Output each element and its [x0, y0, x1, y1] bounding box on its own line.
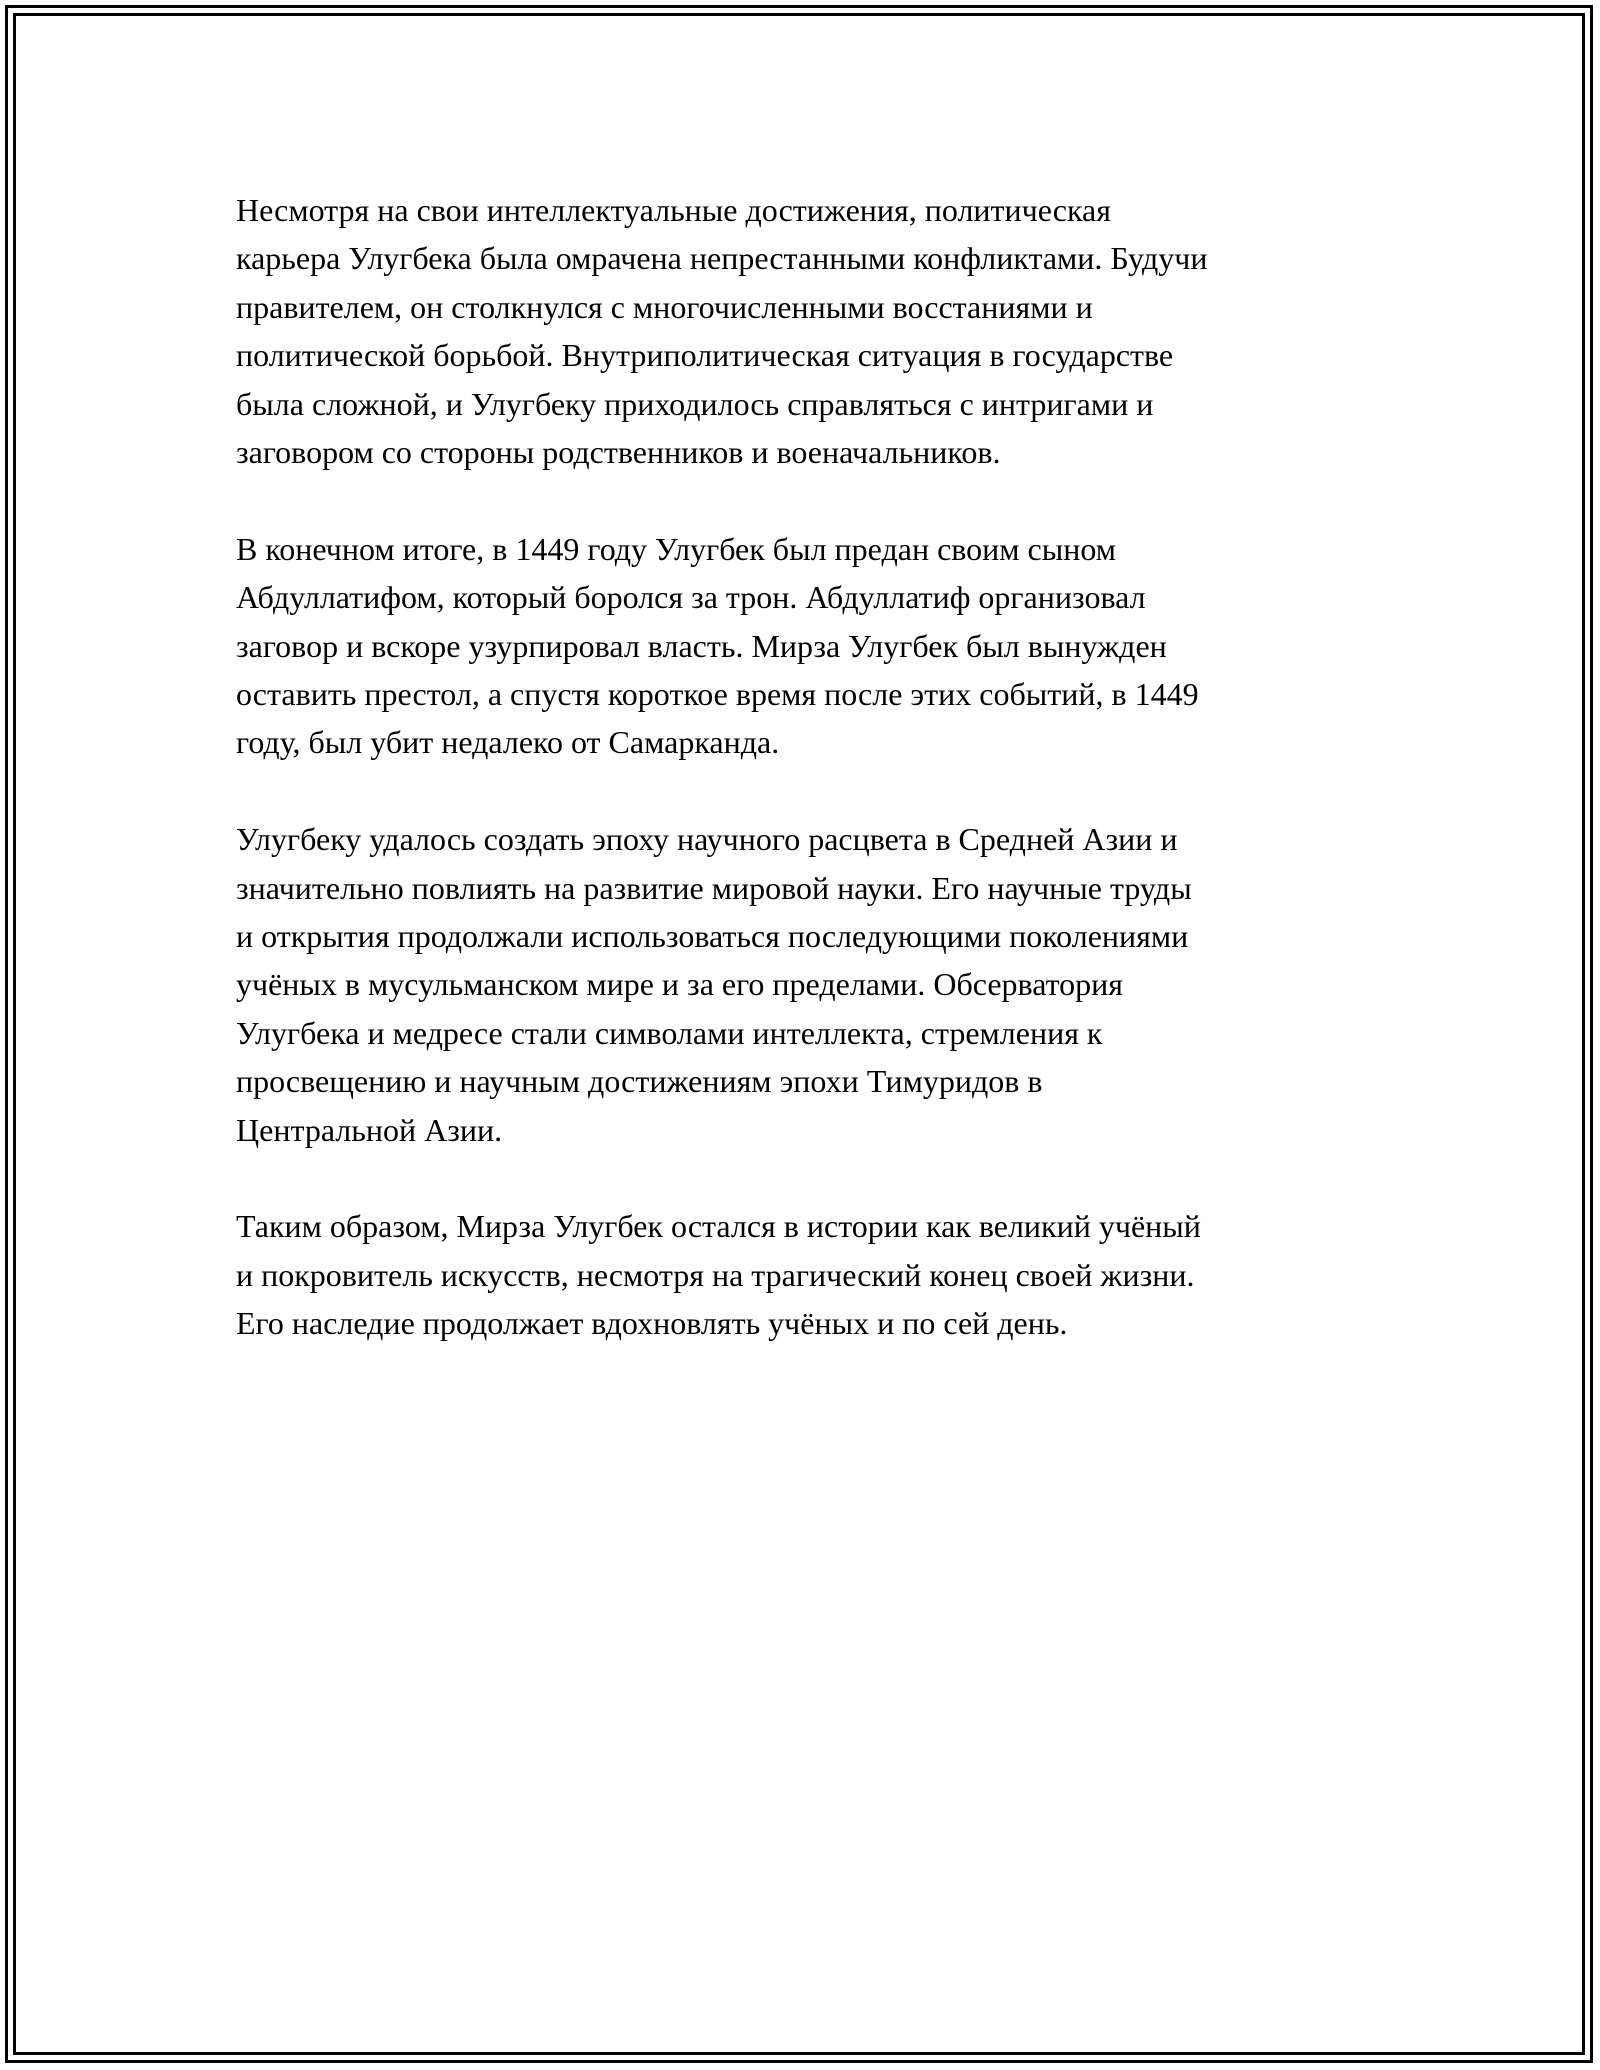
- document-body: [236, 186, 1376, 1348]
- paragraph-3: Улугбеку удалось создать эпоху научного расцвета в Средней Азии и значительно повлиять на развитие мировой науки. Его научные труды и открытия продолжали использоваться последующими поколениями учёных в мусульманском мире и за его пределами. Обсерватория Улугбека и медресе стали символами интеллекта, стремления к просвещению и научным достижениям эпохи Тимуридов в Центральной Азии.: [236, 821, 1192, 1148]
- paragraph-4: Таким образом, Мирза Улугбек остался в истории как великий учёный и покровитель искусств, несмотря на трагический конец своей жизни. Его наследие продолжает вдохновлять учёных и по сей день.: [236, 1208, 1201, 1342]
- paragraph-1: Несмотря на свои интеллектуальные достижения, политическая карьера Улугбека была омрачена непрестанными конфликтами. Будучи правителем, он столкнулся с многочисленными восстаниями и политической борьбой. Внутриполитическая ситуация в государстве была сложной, и Улугбеку приходилось справляться с интригами и заговором со стороны родственников и военачальников.: [236, 192, 1208, 471]
- paragraph-2: В конечном итоге, в 1449 году Улугбек был предан своим сыном Абдуллатифом, который боролся за трон. Абдуллатиф организовал заговор и вскоре узурпировал власть. Мирза Улугбек был вынужден оставить престол, а спустя короткое время после этих событий, в 1449 году, был убит недалеко от Самарканда.: [236, 530, 1199, 761]
